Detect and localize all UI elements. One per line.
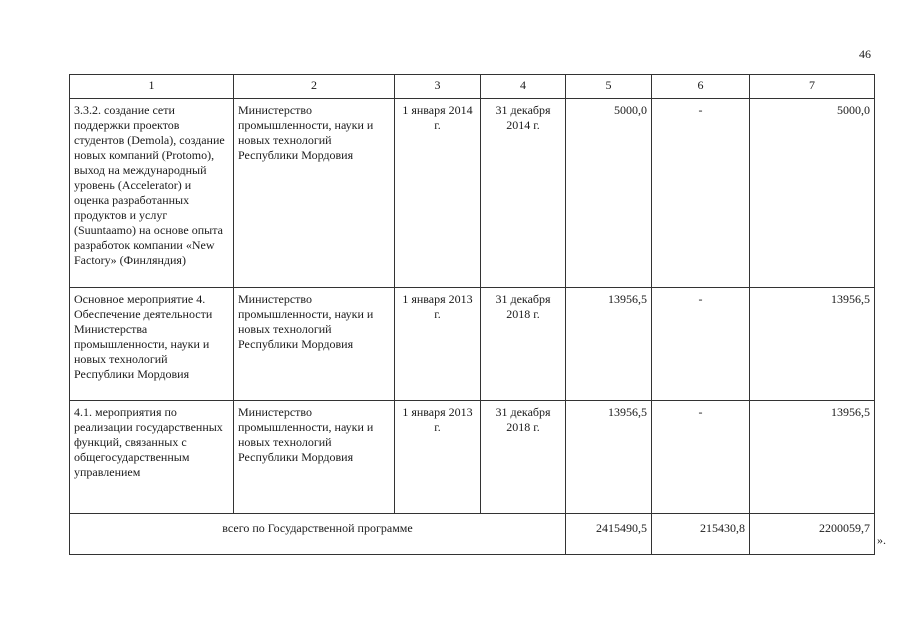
- start-date: 1 января 2013 г.: [395, 288, 481, 401]
- activity-name: 3.3.2. создание сети поддержки проектов студентов (Demola), создание новых компаний (Protomo), выход на международный уровень (Accelerator) и оценка разработанных продуктов и услуг (Suuntaamo) на основе опыта разработок компании «New Factory» (Финляндия): [70, 99, 234, 288]
- activity-name: Основное мероприятие 4. Обеспечение деятельности Министерства промышленности, науки и новых технологий Республики Мордовия: [70, 288, 234, 401]
- total-col6: 215430,8: [652, 514, 750, 555]
- executor: Министерство промышленности, науки и новых технологий Республики Мордовия: [234, 401, 395, 514]
- header-cell: 5: [566, 75, 652, 99]
- executor: Министерство промышленности, науки и новых технологий Республики Мордовия: [234, 99, 395, 288]
- header-cell: 3: [395, 75, 481, 99]
- activity-name: 4.1. мероприятия по реализации государственных функций, связанных с общегосударственным управлением: [70, 401, 234, 514]
- col6-value: -: [652, 99, 750, 288]
- end-date: 31 декабря 2018 г.: [481, 401, 566, 514]
- total-row: [70, 514, 875, 555]
- table-row: [70, 288, 875, 401]
- table-row: [70, 401, 875, 514]
- header-cell: 1: [70, 75, 234, 99]
- total-label: всего по Государственной программе: [70, 514, 566, 555]
- table-row: [70, 99, 875, 288]
- col5-value: 13956,5: [566, 288, 652, 401]
- header-cell: 2: [234, 75, 395, 99]
- col6-value: -: [652, 401, 750, 514]
- header-cell: 7: [750, 75, 875, 99]
- start-date: 1 января 2013 г.: [395, 401, 481, 514]
- end-date: 31 декабря 2014 г.: [481, 99, 566, 288]
- page-number: 46: [859, 47, 871, 61]
- total-col7: 2200059,7: [750, 514, 875, 555]
- header-cell: 6: [652, 75, 750, 99]
- end-date: 31 декабря 2018 г.: [481, 288, 566, 401]
- col7-value: 5000,0: [750, 99, 875, 288]
- executor: Министерство промышленности, науки и новых технологий Республики Мордовия: [234, 288, 395, 401]
- closing-quote: ».: [877, 533, 886, 547]
- program-table: [69, 74, 875, 555]
- col6-value: -: [652, 288, 750, 401]
- col5-value: 5000,0: [566, 99, 652, 288]
- header-cell: 4: [481, 75, 566, 99]
- total-col5: 2415490,5: [566, 514, 652, 555]
- header-row: [70, 75, 875, 99]
- col7-value: 13956,5: [750, 288, 875, 401]
- start-date: 1 января 2014 г.: [395, 99, 481, 288]
- col5-value: 13956,5: [566, 401, 652, 514]
- col7-value: 13956,5: [750, 401, 875, 514]
